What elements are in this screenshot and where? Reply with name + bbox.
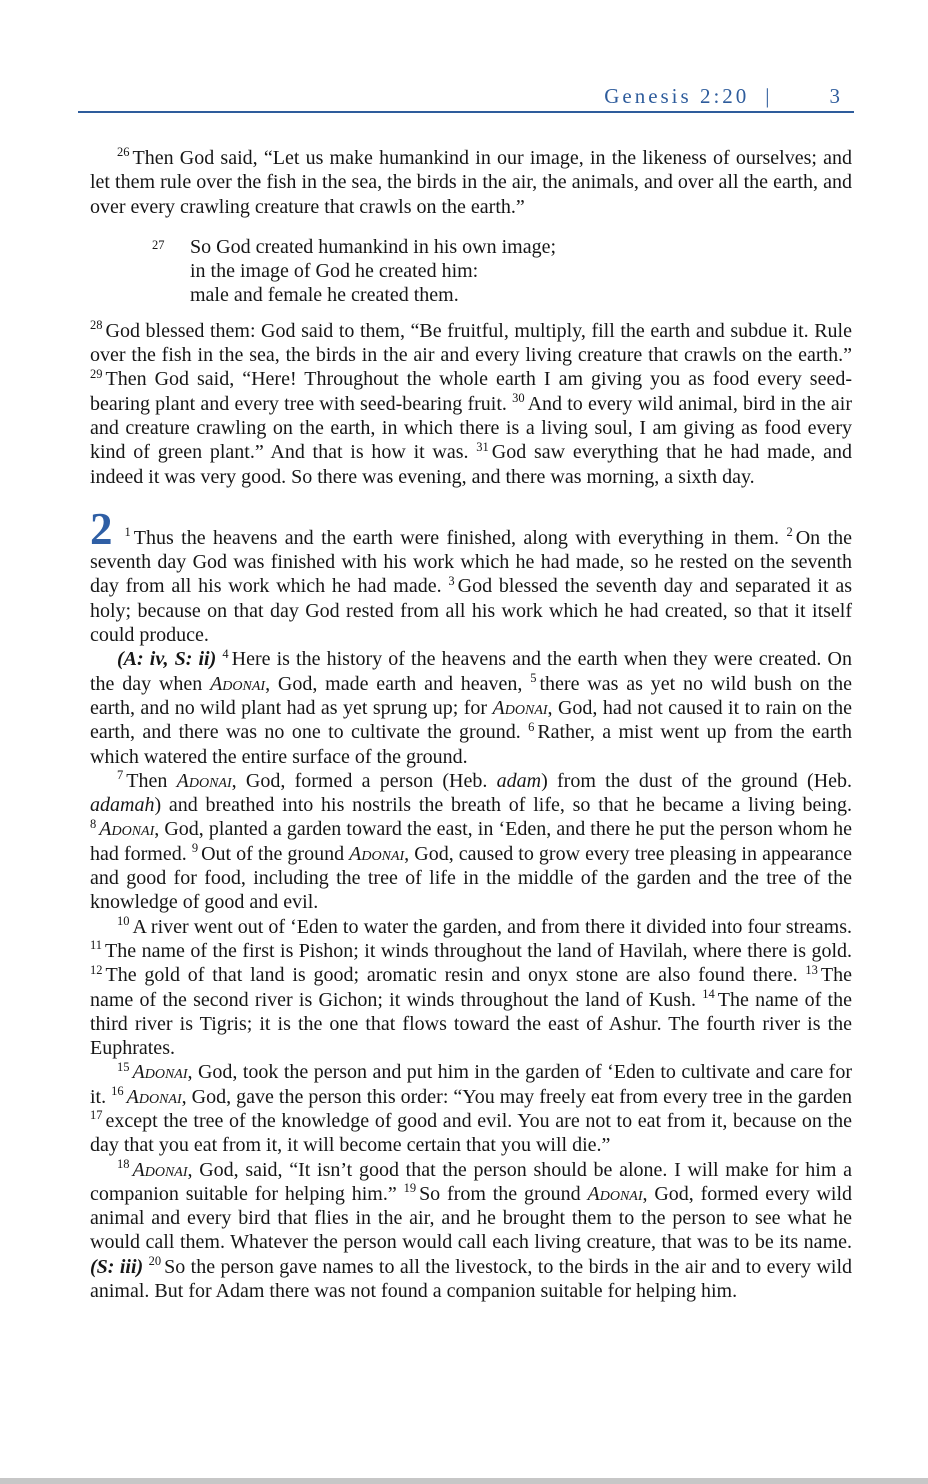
scripture-span: Then God said, “Let us make humankind in our image, in the likeness of ourselves; and let them rule over the fish in the sea, the birds in the air, the animals, and over all the earth, and over every crawling creature that crawls on the earth.” xyxy=(90,147,852,218)
verse-number: 27 xyxy=(152,237,165,252)
verse-number: 30 xyxy=(512,391,525,406)
poetry-block xyxy=(90,235,852,308)
scripture-span: , God, formed a person (Heb. xyxy=(231,769,497,792)
scripture-span: Then God said, “Here! Throughout the whole earth I am giving you as food every seed-bearing plant and every tree with seed-bearing fruit. xyxy=(90,368,852,415)
scripture-span: ) and breathed into his nostrils the breath of life, so that he became a living being. xyxy=(154,794,852,817)
poetry-line: male and female he created them. xyxy=(190,284,459,307)
verse-number: 4 xyxy=(222,646,229,661)
verse-number: 16 xyxy=(111,1084,124,1099)
scripture-paragraph xyxy=(90,146,852,219)
smallcaps-span: Adonai xyxy=(132,1158,188,1181)
scripture-span: Out of the ground xyxy=(201,842,350,865)
smallcaps-span: Adonai xyxy=(132,1061,188,1084)
scripture-paragraph xyxy=(90,319,852,489)
verse-number: 28 xyxy=(90,318,103,333)
scripture-paragraph xyxy=(90,915,852,1061)
verse-number: 13 xyxy=(805,962,818,977)
verse-number: 14 xyxy=(702,986,715,1001)
smallcaps-span: Adonai xyxy=(349,842,405,865)
scripture-text xyxy=(90,146,852,1303)
scripture-paragraph xyxy=(90,647,852,768)
verse-number: 10 xyxy=(117,913,130,928)
verse-number: 26 xyxy=(117,145,130,160)
scripture-span: , God, formed every wild animal and every bird that flies in the air, and he brought them to the person to see what he would call them. Whatever the person would call each living creature, that was to be its name. xyxy=(90,1182,853,1254)
scripture-span: The name of the first is Pishon; it winds throughout the land of Havilah, where there is gold. xyxy=(105,939,852,962)
verse-number: 18 xyxy=(117,1156,130,1171)
smallcaps-span: Adonai xyxy=(176,769,232,792)
scripture-span: Then xyxy=(126,769,177,792)
verse-number: 29 xyxy=(90,366,103,381)
smallcaps-span: Adonai xyxy=(587,1182,643,1205)
scripture-span: , God, caused to grow every tree pleasing in appearance and good for food, including the tree of life in the middle of the garden and the tree of the knowledge of good and evil. xyxy=(90,842,852,914)
scripture-span: , God, said, “It isn’t good that the person should be alone. I will make for him a companion suitable for helping him.” xyxy=(90,1158,852,1205)
scripture-paragraph xyxy=(90,1060,852,1157)
italic-span: adamah xyxy=(90,794,155,817)
scripture-span: On the seventh day God was finished with his work which he had made, so he rested on the seventh day from all his work which he had made. xyxy=(90,526,852,598)
scripture-span: The name of the third river is Tigris; it is the one that flows toward the east of Ashur. The fourth river is the Euphrates. xyxy=(90,988,852,1060)
scripture-span: Rather, a mist went up from the earth which watered the entire surface of the ground. xyxy=(90,721,852,768)
verse-number: 8 xyxy=(90,816,97,831)
page-number: 3 xyxy=(829,84,840,108)
bolditalic-span: (S: iii) xyxy=(90,1255,149,1278)
scripture-span: So from the ground xyxy=(419,1182,588,1205)
scripture-span: ) from the dust of the ground (Heb. xyxy=(541,769,853,792)
scripture-span: So the person gave names to all the livestock, to the birds in the air and to every wild animal. But for Adam there was not found a companion suitable for helping him. xyxy=(90,1255,852,1303)
scripture-span: except the tree of the knowledge of good and evil. You are not to eat from it, because on the day that you eat from it, it will become certain that you will die.” xyxy=(90,1109,852,1157)
scripture-span: God blessed the seventh day and separated it as holy; because on that day God rested from all his work which he had created, so that it itself could produce. xyxy=(90,575,852,647)
scripture-paragraph xyxy=(90,769,852,915)
poetry-line: in the image of God he created him: xyxy=(190,260,479,283)
scripture-span: , God, had not caused it to rain on the earth, and there was no one to cultivate the ground. xyxy=(90,696,853,744)
smallcaps-span: Adonai xyxy=(492,696,548,719)
verse-number: 3 xyxy=(448,573,455,588)
verse-number: 12 xyxy=(90,962,103,977)
bottom-bar xyxy=(0,1478,928,1484)
scripture-span: The gold of that land is good; aromatic resin and onyx stone are also found there. xyxy=(105,964,806,987)
verse-number: 9 xyxy=(191,841,199,856)
chapter-paragraph xyxy=(90,503,852,647)
verse-number: 19 xyxy=(403,1181,417,1196)
smallcaps-span: Adonai xyxy=(210,672,266,695)
verse-number: 6 xyxy=(528,719,535,734)
header-rule xyxy=(78,111,854,113)
smallcaps-span: Adonai xyxy=(126,1085,182,1108)
verse-number: 11 xyxy=(90,938,103,953)
bolditalic-span: (A: iv, S: ii) xyxy=(117,648,223,671)
scripture-span: there was as yet no wild bush on the earth, and no wild plant had as yet sprung up; for xyxy=(90,672,852,719)
header-separator: | xyxy=(765,84,770,108)
scripture-span: , God, planted a garden toward the east, in ‘Eden, and there he put the person whom he had formed. xyxy=(90,818,852,865)
verse-number: 20 xyxy=(148,1254,162,1269)
scripture-span: The name of the second river is Gichon; it winds throughout the land of Kush. xyxy=(90,964,852,1011)
smallcaps-span: Adonai xyxy=(99,818,155,841)
scripture-span: God blessed them: God said to them, “Be fruitful, multiply, fill the earth and subdue it. Rule over the fish in the sea, the birds in the air and every living creature that crawls on the earth.” xyxy=(90,319,852,367)
scripture-span: Here is the history of the heavens and the earth when they were created. On the day when xyxy=(90,648,852,695)
scripture-span: A river went out of ‘Eden to water the garden, and from there it divided into four streams. xyxy=(132,915,852,938)
scripture-paragraph xyxy=(90,1158,852,1304)
running-header xyxy=(90,84,852,109)
chapter-number: 2 xyxy=(90,503,113,554)
verse-number: 5 xyxy=(530,670,537,685)
scripture-span: , God, gave the person this order: “You may freely eat from every tree in the garden xyxy=(181,1085,852,1108)
verse-number: 31 xyxy=(476,439,489,454)
scripture-span: Thus the heavens and the earth were finished, along with everything in them. xyxy=(133,526,787,549)
poetry-line: So God created humankind in his own image; xyxy=(190,235,557,258)
italic-span: adam xyxy=(496,769,542,792)
verse-number: 15 xyxy=(117,1059,130,1074)
scripture-span: God saw everything that he had made, and indeed it was very good. So there was evening, and there was morning, a sixth day. xyxy=(90,441,852,488)
verse-number: 2 xyxy=(786,525,793,540)
verse-number: 1 xyxy=(124,525,131,540)
verse-number: 17 xyxy=(90,1108,103,1123)
verse-number: 7 xyxy=(117,768,124,783)
scripture-span: , God, made earth and heaven, xyxy=(265,672,531,695)
scripture-span: , God, took the person and put him in the garden of ‘Eden to cultivate and care for it. xyxy=(90,1061,852,1108)
scripture-span: And to every wild animal, bird in the air and creature crawling on the earth, in which there is a living soul, I am giving as food every kind of green plant.” And that is how it was. xyxy=(90,392,852,464)
header-reference: Genesis 2:20 xyxy=(604,84,750,108)
